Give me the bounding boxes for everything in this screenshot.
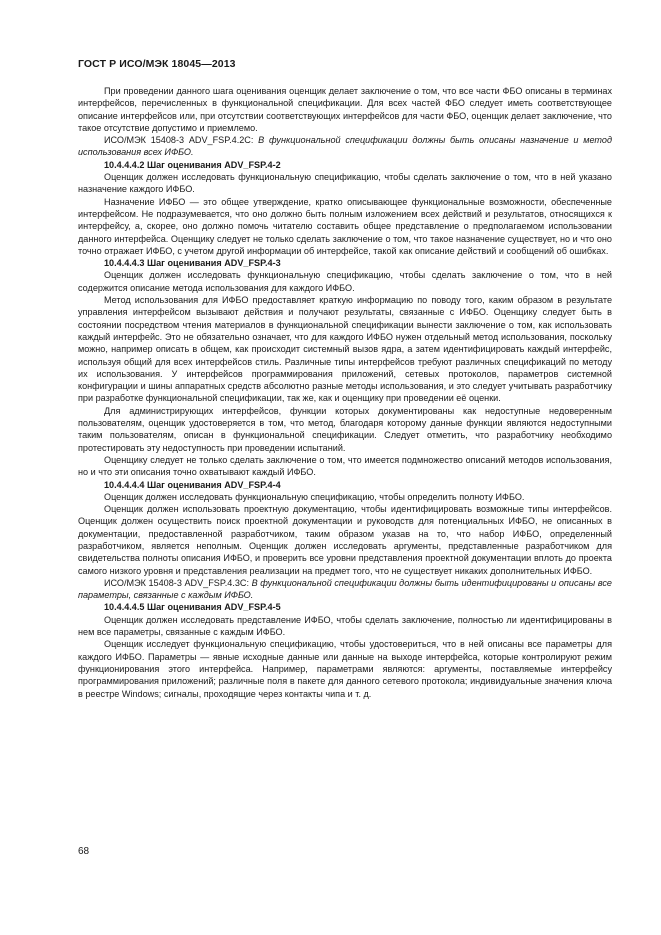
paragraph: Оценщик должен исследовать функциональную спецификацию, чтобы определить полноту ИФБО. <box>104 491 525 502</box>
section-heading: 10.4.4.4.5 Шаг оценивания ADV_FSP.4-5 <box>104 602 281 613</box>
paragraph: Оценщик должен использовать проектную документацию, чтобы идентифицировать возможные типы интерфейсов. Оценщик должен осуществить поиск проектной документации и руководств для потенциальных ИФБО, не описанных в документации, предоставленной разработчиком, таким образом указав на то, что набор ИФБО, определенный разработчиком, является неполным. Оценщик должен исследовать аргументы, представленные разработчиком для свидетельства полноты описания ИФБО, и проверить все уровни представления проектной документации вплоть до проекта самого низкого уровня и представления реализации на предмет того, что не существует никаких дополнительных ИФБО. <box>78 504 612 576</box>
standard-reference <box>78 134 612 159</box>
reference-requirement: В функциональной спецификации должны быть описаны назначение и метод использования всех ИФБО. <box>78 135 612 158</box>
section-heading: 10.4.4.4.2 Шаг оценивания ADV_FSP.4-2 <box>104 159 281 170</box>
paragraph: Назначение ИФБО — это общее утверждение, кратко описывающее функциональные возможности, обеспеченные интерфейсом. Не подразумевается, что оно должно быть полным изложением всех действий и результатов, относящихся к интерфейсу, а, скорее, оно должно помочь читателю составить общее представление о предполагаемом использовании данного интерфейса. Оценщику следует не только сделать заключение о том, что такое назначение существует, но и что оно точно отражает ИФБО, с учетом другой информации об интерфейсе, такой как описание действий и сообщений об ошибках. <box>78 196 612 256</box>
reference-code: ИСО/МЭК 15408-3 ADV_FSP.4.2C: <box>104 135 259 146</box>
paragraph: При проведении данного шага оценивания оценщик делает заключение о том, что все части ФБО описаны в терминах интерфейсов, перечисленных в функциональной спецификации. Для всех частей ФБО следует иметь соответствующее описание интерфейсов или, при отсутствии соответствующих интерфейсов для части ФБО, оценщик делает заключение, что такое отсутствие допустимо и приемлемо. <box>78 86 612 133</box>
document-body <box>78 85 612 700</box>
paragraph: Оценщик должен исследовать функциональную спецификацию, чтобы сделать заключение о том, что в ней указано назначение каждого ИФБО. <box>78 172 612 195</box>
reference-code: ИСО/МЭК 15408-3 ADV_FSP.4.3C: <box>104 577 252 588</box>
standard-reference <box>78 577 612 602</box>
paragraph: Для администрирующих интерфейсов, функции которых документированы как недоступные недоверенным пользователям, оценщик удостоверяется в том, что метод, благодаря которому данные функции являются недоступными таким пользователям, описан в функциональной спецификации. Следует отметить, что разработчику необходимо протестировать эту недоступность при проведении испытаний. <box>78 405 612 453</box>
page-number: 68 <box>78 846 90 857</box>
paragraph: Оценщику следует не только сделать заключение о том, что имеется подмножество описаний методов использования, но и что эти описания точно охватывают каждый ИФБО. <box>78 454 612 478</box>
paragraph: Метод использования для ИФБО предоставляет краткую информацию по поводу того, каким образом в результате управления интерфейсом вызывают действия и получают результаты, связанные с ИФБО. Оценщику следует быть в состоянии посредством чтения материалов в функциональной спецификации вынести заключение о том, как использовать каждый интерфейс. Это не обязательно означает, что для каждого ИФБО нужен отдельный метод использования, поскольку можно, например описать в общем, как происходит системный вызов ядра, а затем идентифицировать каждый интерфейс, используя общий для всех интерфейсов стиль. Различные типы интерфейсов требуют различных спецификаций по методу их использования. У интерфейсов программирования приложений, сетевых протоколов, параметров системной конфигурации и шины аппаратных средств абсолютно разные методы использования, и это следует учитывать разработчику при разработке функциональной спецификации, так же, как и оценщику при проведении её оценки. <box>78 295 612 404</box>
standard-header: ГОСТ Р ИСО/МЭК 18045—2013 <box>78 58 236 70</box>
reference-requirement: В функциональной спецификации должны быть идентифицированы и описаны все параметры, связанные с каждым ИФБО. <box>78 577 612 601</box>
section-heading: 10.4.4.4.3 Шаг оценивания ADV_FSP.4-3 <box>104 258 281 269</box>
section-heading: 10.4.4.4.4 Шаг оценивания ADV_FSP.4-4 <box>104 479 281 490</box>
paragraph: Оценщик исследует функциональную спецификацию, чтобы удостовериться, что в ней описаны все параметры для каждого ИФБО. Параметры — явные исходные данные или данные на выходе интерфейса, которые контролируют режим функционирования этого интерфейса. Например, параметрами являются: аргументы, поставляемые интерфейсу программирования приложений; различные поля в пакете для данного сетевого протокола; индивидуальные значения ключа в реестре Windows; сигналы, проходящие через контакты чипа и т. д. <box>78 639 612 699</box>
paragraph: Оценщик должен исследовать представление ИФБО, чтобы сделать заключение, полностью ли идентифицированы в нем все параметры, связанные с каждым ИФБО. <box>78 614 612 638</box>
paragraph: Оценщик должен исследовать функциональную спецификацию, чтобы сделать заключение о том, что в ней содержится описание метода использования для каждого ИФБО. <box>78 270 612 293</box>
